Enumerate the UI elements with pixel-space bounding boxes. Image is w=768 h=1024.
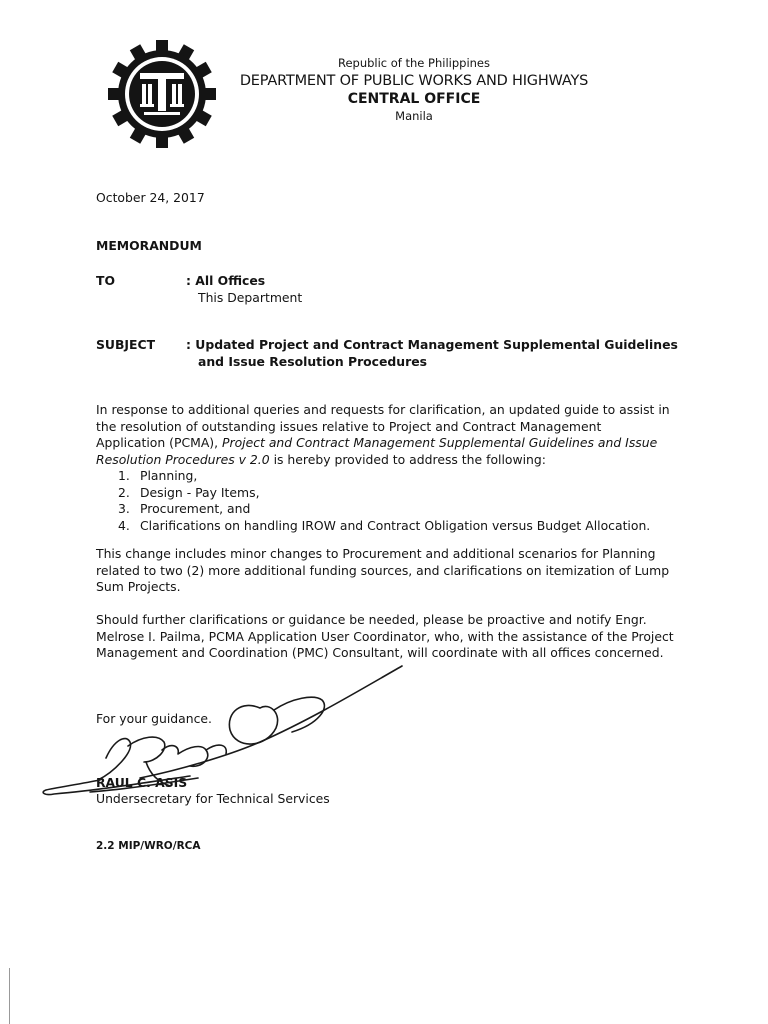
- to-recipient-sub: This Department: [198, 289, 303, 305]
- subject-line-1: : Updated Project and Contract Management Supplemental Guidelines: [186, 337, 678, 352]
- to-value: [186, 273, 302, 306]
- list-item-number: 2.: [118, 484, 130, 500]
- list-item-text: Clarifications on handling IROW and Contract Obligation versus Budget Allocation.: [140, 517, 651, 533]
- list-item-number: 1.: [118, 468, 130, 483]
- list-item-number: 4.: [118, 517, 130, 533]
- memo-heading: MEMORANDUM: [96, 238, 202, 253]
- signatory-name: RAUL C. ASIS: [96, 775, 188, 790]
- list-item-text: Planning,: [140, 468, 198, 483]
- body-paragraph-1: [96, 402, 674, 468]
- subject-value: [186, 337, 686, 370]
- to-label: TO: [96, 273, 115, 288]
- list-item-number: 3.: [118, 501, 130, 517]
- list-item: [118, 485, 650, 502]
- list-item-text: Procurement, and: [140, 501, 251, 517]
- reference-code: 2.2 MIP/WRO/RCA: [96, 840, 201, 852]
- letterhead-city: Manila: [395, 109, 433, 123]
- signatory-title: Undersecretary for Technical Services: [96, 791, 330, 806]
- body-paragraph-2: This change includes minor changes to Procurement and additional scenarios for Planning related to two (2) more additional funding sources, and clarifications on itemization of Lump Sum Projects.: [96, 546, 670, 595]
- list-item-text: Design - Pay Items,: [140, 484, 260, 500]
- memo-date: October 24, 2017: [96, 190, 205, 205]
- body-paragraph-3: Should further clarifications or guidance be needed, please be proactive and notify Engr. Melrose I. Pailma, PCMA Application User Coordinator, who, with the assistance of the Project Management and Coordination (PMC) Consultant, will coordinate with all offices concerned.: [96, 612, 674, 661]
- subject-line-2: and Issue Resolution Procedures: [198, 353, 428, 369]
- closing-line: For your guidance.: [96, 711, 212, 726]
- scan-edge-mark: [9, 968, 10, 1024]
- letterhead-department: DEPARTMENT OF PUBLIC WORKS AND HIGHWAYS: [239, 73, 589, 89]
- p1-end: is hereby provided to address the following:: [269, 451, 546, 467]
- to-recipient: : All Offices: [186, 273, 266, 288]
- p1-start: In response to additional queries and requests for clarification, an updated guide to assist in the resolution of outstanding issues relative to Project and Contract Management Application (PCMA),: [96, 402, 670, 451]
- list-item: [118, 468, 650, 485]
- list-item: [118, 501, 650, 518]
- letterhead-office: CENTRAL OFFICE: [347, 91, 481, 107]
- letterhead-country: Republic of the Philippines: [337, 56, 491, 70]
- topics-list: [118, 468, 650, 534]
- list-item: [118, 518, 650, 535]
- p1-document-title: Project and Contract Management Supplemental Guidelines and Issue Resolution Procedures v 2.0: [96, 435, 658, 467]
- subject-label: SUBJECT: [96, 337, 156, 352]
